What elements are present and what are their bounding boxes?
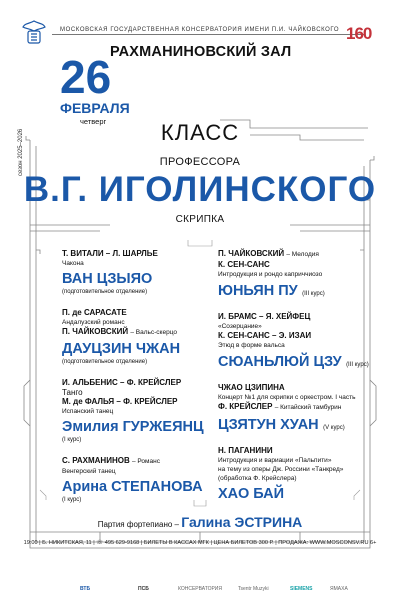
composer <box>218 402 388 413</box>
performer: СЮАНЬЛЮЙ ЦЗУ <box>218 354 342 370</box>
organization-name: МОСКОВСКАЯ ГОСУДАРСТВЕННАЯ КОНСЕРВАТОРИЯ ИМЕНИ П.И. ЧАЙКОВСКОГО <box>60 27 340 33</box>
composer-name: П. ЧАЙКОВСКИЙ <box>218 249 285 258</box>
work-title: Интродукция и вариации «Пальпити» <box>218 457 332 464</box>
piano-accompaniment <box>0 514 400 530</box>
work-title: Танго <box>62 388 83 397</box>
sponsor-logo: ПСБ <box>138 586 149 592</box>
performer: ЦЗЯТУН ХУАН <box>218 417 319 433</box>
program-right-column <box>218 249 388 503</box>
program-item <box>62 456 232 504</box>
title-class: КЛАСС <box>160 120 240 145</box>
work-title: – Вальс-скерцо <box>130 329 177 336</box>
composer <box>62 327 232 338</box>
composer-second: К. СЕН-САНС <box>218 260 270 269</box>
anniversary-number: 160 <box>346 24 372 43</box>
composer-second: П. ЧАЙКОВСКИЙ <box>62 327 129 336</box>
sponsor-logo: ЯМАХА <box>330 586 348 592</box>
work-title: Андалузский романс <box>62 319 125 326</box>
hall-name: РАХМАНИНОВСКИЙ ЗАЛ <box>110 44 292 60</box>
program-item <box>62 308 232 366</box>
sponsor-logo: Tsentr Muzyki <box>238 586 269 592</box>
concert-day: 26 <box>60 51 112 103</box>
anniversary-logo <box>346 24 380 44</box>
performer-note: (V курс) <box>323 425 345 431</box>
work-title: Интродукция и рондо каприччиозо <box>218 271 323 278</box>
performer-line <box>218 416 388 434</box>
composer: Т. ВИТАЛИ – Л. ШАРЛЬЕ <box>62 249 158 258</box>
composer-second: К. СЕН-САНС – Э. ИЗАИ <box>218 331 312 340</box>
piano-label: Партия фортепиано – <box>97 520 179 529</box>
sponsor-logo: SIEMENS <box>290 586 313 592</box>
composer: И. АЛЬБЕНИС – Ф. КРЕЙСЛЕР <box>62 378 182 387</box>
performer: ЮНЬЯН ПУ <box>218 283 298 299</box>
performer: Эмилия ГУРЖЕЯНЦ <box>62 419 204 435</box>
composer <box>218 249 388 260</box>
work-title: (обработка Ф. Крейслера) <box>218 475 297 482</box>
performer: ХАО БАЙ <box>218 486 285 502</box>
work-title: – Романс <box>131 458 160 465</box>
composer: И. БРАМС – Я. ХЕЙФЕЦ <box>218 312 311 321</box>
sponsor-logo: КОНСЕРВАТОРИЯ <box>178 586 223 592</box>
concert-info: 19:00 | Б. НИКИТСКАЯ, 11 | ☏ 495 629-9168 | БИЛЕТЫ В КАССАХ МГК | ЦЕНА БИЛЕТОВ 300 Р. | ПРОДАЖА: WWW.MOSCONSV.RU 6+ <box>23 540 377 546</box>
program-item <box>218 446 388 503</box>
program-item <box>62 249 232 296</box>
performer-note: (I курс) <box>62 497 82 503</box>
work-title: Венгерский танец <box>62 468 116 475</box>
performer-note: (III курс) <box>302 291 325 297</box>
composer-name: С. РАХМАНИНОВ <box>62 456 130 465</box>
program-item <box>62 378 232 444</box>
performer-line <box>218 282 388 300</box>
performer-note: (подготовительное отделение) <box>62 359 148 365</box>
work-title: Этюд в форме вальса <box>218 342 285 349</box>
work-title: Испанский танец <box>62 408 114 415</box>
performer-note: (I курс) <box>62 437 82 443</box>
performer: ДАУЦЗИН ЧЖАН <box>62 341 181 357</box>
program-item <box>218 312 388 371</box>
instrument: СКРИПКА <box>175 214 225 225</box>
work-title: – Мелодия <box>286 251 319 258</box>
work-title: Чакона <box>62 260 84 267</box>
work-title: «Созерцание» <box>218 323 262 330</box>
work-title: Концерт №1 для скрипки с оркестром. I часть <box>218 394 356 401</box>
program-left-column <box>62 249 232 504</box>
concert-month: ФЕВРАЛЯ <box>60 100 130 116</box>
professor-name: В.Г. ИГОЛИНСКОГО <box>23 170 377 209</box>
program-item <box>218 249 388 300</box>
performer-note: (III курс) <box>346 362 369 368</box>
performer-note: (подготовительное отделение) <box>62 289 148 295</box>
performer: ВАН ЦЗЫЯО <box>62 271 153 287</box>
program-item <box>218 383 388 434</box>
performer: Арина СТЕПАНОВА <box>62 479 203 495</box>
work-title: – Китайский тамбурин <box>274 404 342 411</box>
concert-weekday: четверг <box>80 117 107 126</box>
sponsor-logo: ВТБ <box>80 586 91 592</box>
composer: П. де САРАСАТЕ <box>62 308 127 317</box>
performer-line <box>218 353 388 371</box>
composer <box>62 456 232 467</box>
title-professor: ПРОФЕССОРА <box>159 156 241 168</box>
composer-second: Ф. КРЕЙСЛЕР <box>218 402 273 411</box>
conservatory-emblem-icon <box>20 18 48 48</box>
season-label: сезон 2025–2026 <box>18 128 24 176</box>
work-title: на тему из оперы Дж. Россини «Танкред» <box>218 466 344 473</box>
header-divider <box>52 34 364 35</box>
pianist-name: Галина ЭСТРИНА <box>181 514 303 530</box>
composer: Н. ПАГАНИНИ <box>218 446 273 455</box>
composer-second: М. де ФАЛЬЯ – Ф. КРЕЙСЛЕР <box>62 397 178 406</box>
composer: ЧЖАО ЦЗИПИНА <box>218 383 285 392</box>
